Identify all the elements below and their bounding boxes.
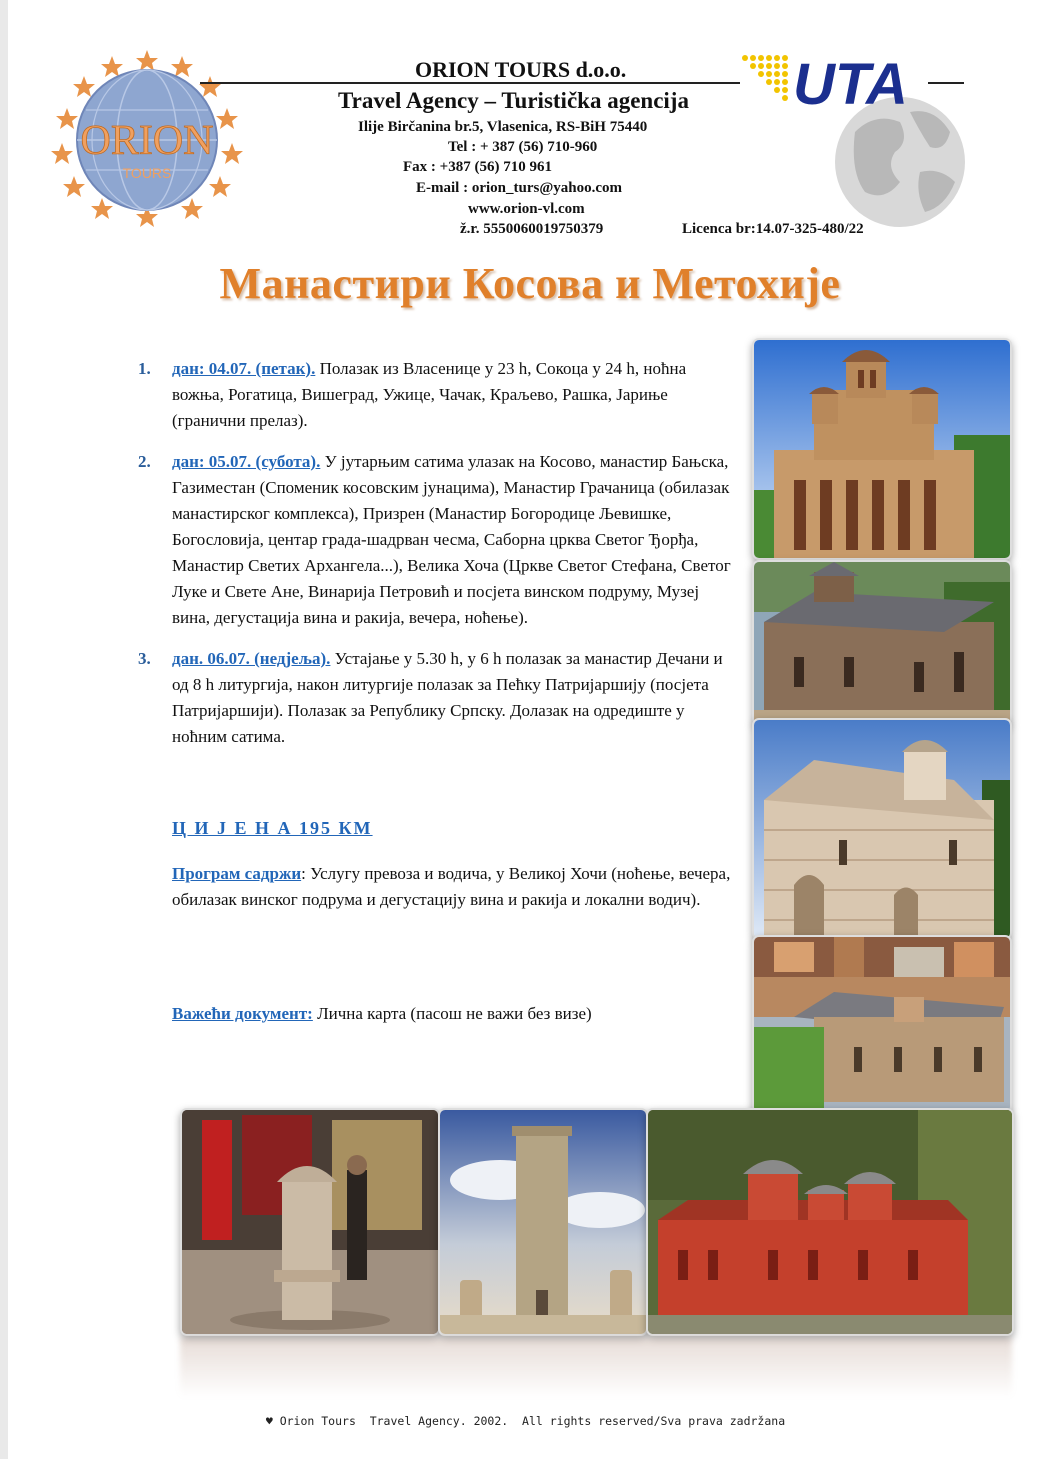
photo-pec-patriarchate — [752, 935, 1012, 1114]
day-label[interactable]: дан: 04.07. (петак). — [172, 359, 316, 378]
svg-text:ORION: ORION — [80, 118, 214, 164]
page-edge — [0, 0, 8, 1459]
svg-text:TOURS: TOURS — [122, 165, 172, 181]
page-title: Манастири Косова и Метохије — [219, 259, 841, 308]
itinerary-day — [138, 449, 738, 631]
itinerary-list — [138, 356, 738, 750]
photo-decani-monastery — [752, 718, 1012, 940]
email[interactable]: E-mail : orion_turs@yahoo.com — [416, 180, 623, 196]
photo-gracanica — [752, 338, 1012, 560]
photo-reflection — [180, 1338, 1012, 1398]
itinerary-day — [138, 356, 738, 434]
photo-visoki-decani-side — [752, 560, 1012, 726]
website[interactable]: www.orion-vl.com — [468, 201, 585, 217]
photo-bogorodica-ljeviska — [646, 1108, 1014, 1336]
day-text: У јутарњим сатима улазак на Косово, манастир Бањска, Газиместан (Споменик косовским јунацима), Манастир Грачаница (обилазак манастирског комплекса), Призрен (Манастир Богородице Љевишке, Богословија, центар града-шадрван чесма, Саборна црква Светог Ђорђа, Манастир Светих Архангела...), Велика Хоча (Цркве Светог Стефана, Светог Луке и Свете Ане, Винарија Петровић и посјета винском подруму, Музеј вина, дегустација вина и ракија, вечера, ноћење). — [172, 452, 731, 627]
photo-prizren-fountain — [180, 1108, 440, 1336]
itinerary-day — [138, 646, 738, 750]
header-rule-right — [928, 82, 964, 84]
day-label[interactable]: дан: 05.07. (субота). — [172, 452, 321, 471]
fax: Fax : +387 (56) 710 961 — [403, 159, 552, 175]
company-name: ORION TOURS d.o.o. — [415, 57, 627, 82]
agency-name: Travel Agency – Turistička agencija — [338, 88, 689, 113]
svg-text:UTA: UTA — [793, 52, 908, 117]
valid-document — [172, 1001, 732, 1027]
day-number: 1. — [138, 359, 151, 378]
day-text: Устајање у 5.30 h, у 6 h полазак за манастир Дечани и од 8 h литургија, након литургије полазак за Пећку Патријаршију (посјета Патријаршији). Полазак за Републику Српску. Долазак на одредиште у ноћним сатима. — [172, 649, 723, 746]
photo-gazimestan-tower — [438, 1108, 648, 1336]
document-text: Лична карта (пасош не важи без визе) — [312, 1004, 592, 1023]
phone: Tel : + 387 (56) 710-960 — [448, 139, 598, 155]
bank-account: ž.r. 5550060019750379 — [460, 221, 604, 237]
day-number: 2. — [138, 452, 151, 471]
includes-text: : Услугу превоза и водича, у Великој Хочи (ноћење, вечера, обилазак винског подрума и дегустацију вина и ракија и локални водич). — [172, 864, 731, 909]
footer-copyright: ♥ Orion Tours Travel Agency. 2002. All rights reserved/Sva prava zadržana — [265, 1414, 786, 1428]
day-text: Полазак из Власенице у 23 h, Сокоца у 24 h, ноћна вожња, Рогатица, Вишеград, Ужице, Чачак, Краљево, Рашка, Јариње (гранични прелаз). — [172, 359, 687, 430]
uta-logo — [735, 52, 970, 232]
day-number: 3. — [138, 649, 151, 668]
orion-logo — [42, 48, 252, 228]
document-label[interactable]: Важећи документ: — [172, 1004, 313, 1023]
includes-label[interactable]: Програм садржи — [172, 864, 302, 883]
uta-dots-icon — [742, 55, 788, 101]
program-includes — [172, 861, 732, 913]
price[interactable]: Ц И Ј Е Н А 195 КМ — [172, 818, 373, 838]
licence: Licenca br:14.07-325-480/22 — [682, 221, 864, 237]
address: Ilije Birčanina br.5, Vlasenica, RS-BiH 75440 — [358, 119, 648, 135]
day-label[interactable]: дан. 06.07. (недјеља). — [172, 649, 331, 668]
